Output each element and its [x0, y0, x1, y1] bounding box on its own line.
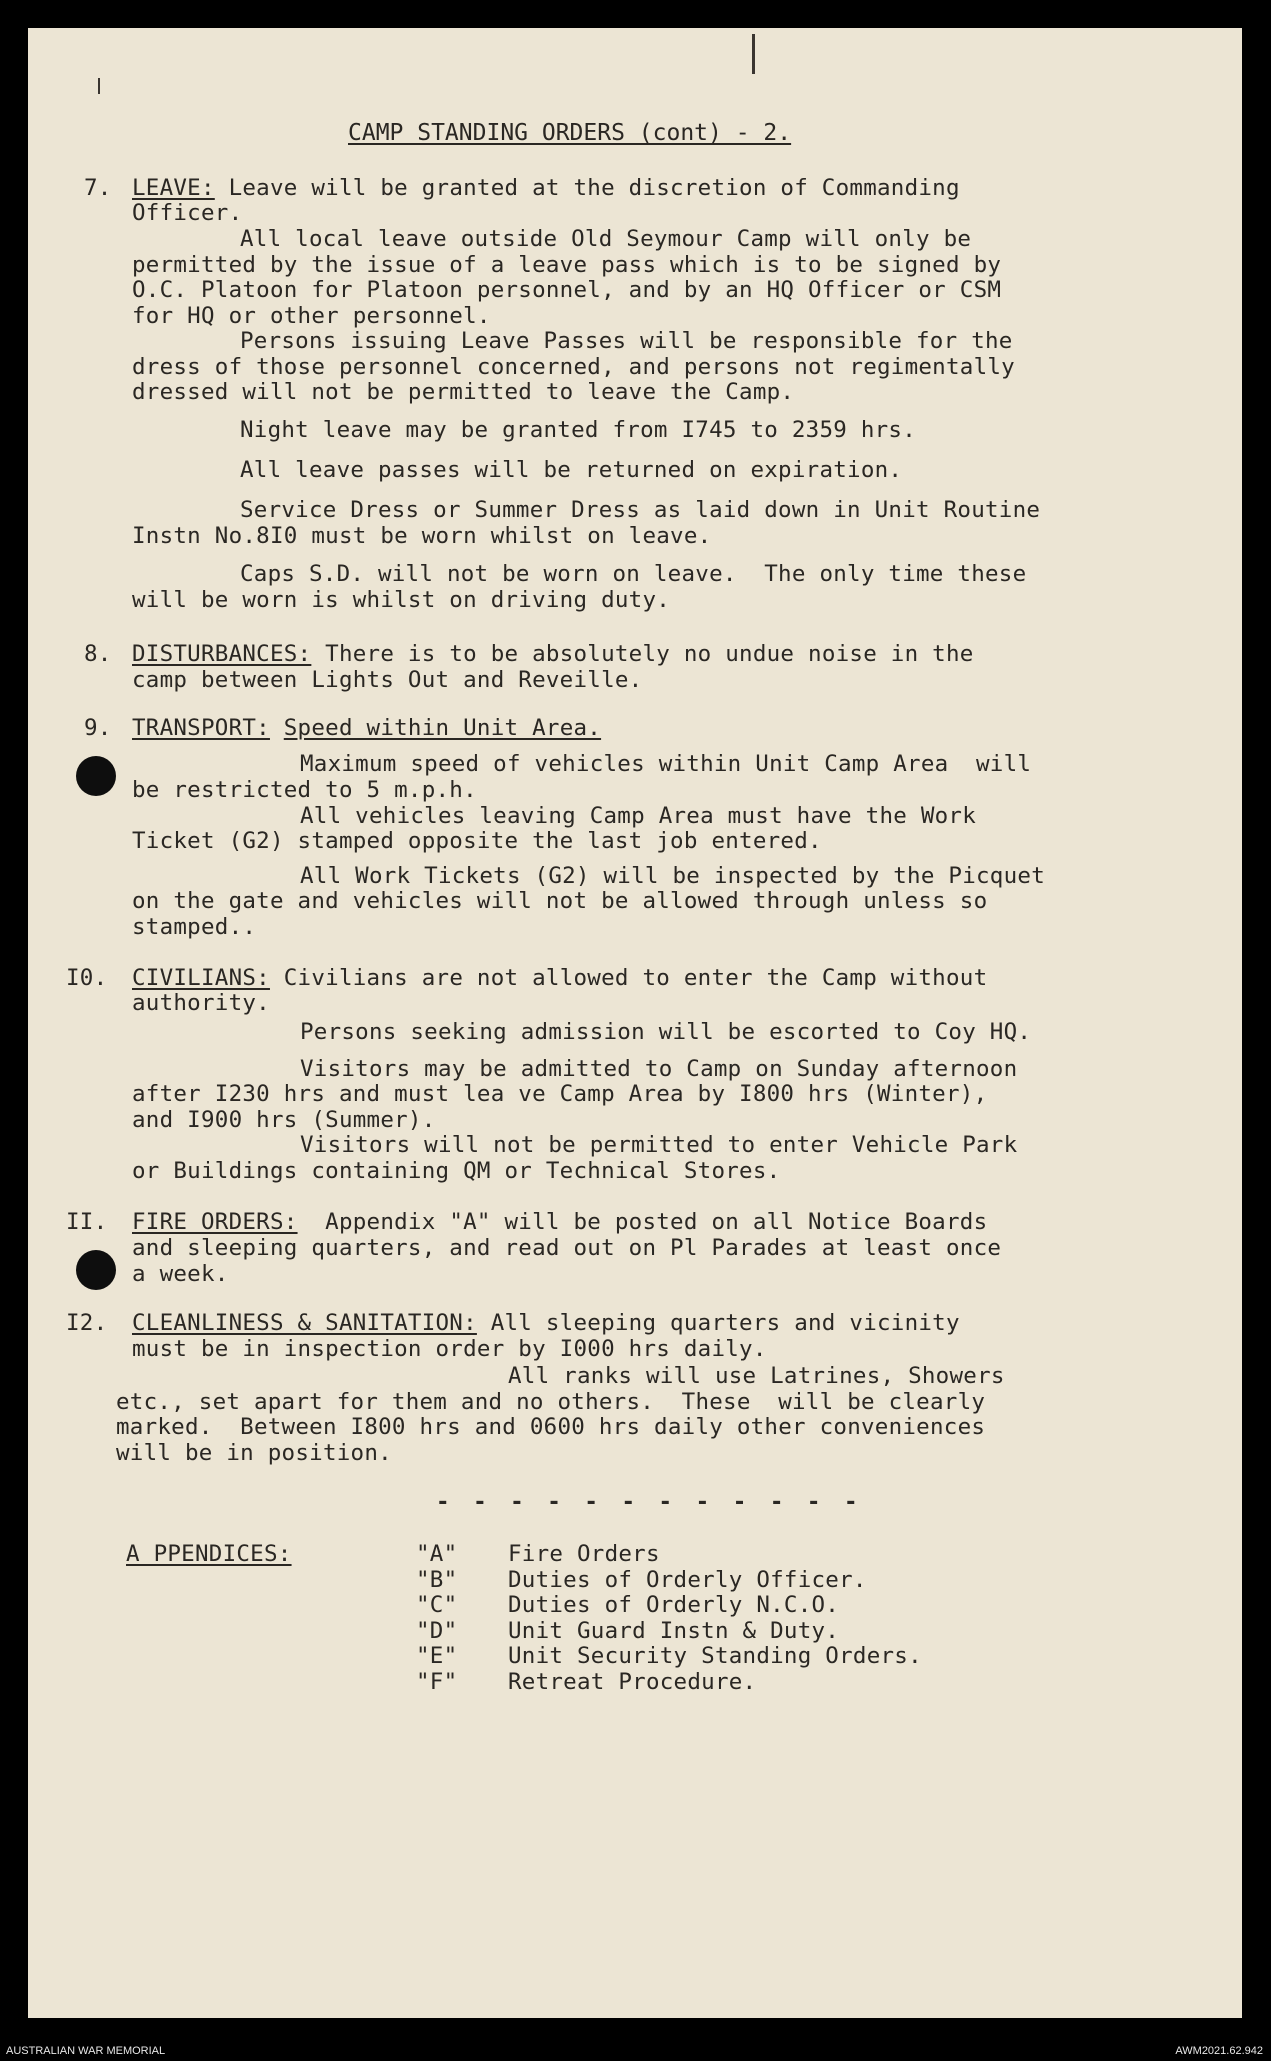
- section-line: or Buildings containing QM or Technical Stores.: [132, 1158, 781, 1184]
- section-line: will be worn is whilst on driving duty.: [132, 587, 671, 613]
- section-line: All Work Tickets (G2) will be inspected by the Picquet: [300, 863, 1045, 889]
- appendix-title: Duties of Orderly Officer.: [508, 1567, 867, 1593]
- section-line: Persons seeking admission will be escorted to Coy HQ.: [300, 1019, 1032, 1045]
- section-line: Maximum speed of vehicles within Unit Camp Area will: [300, 751, 1032, 777]
- section-line: LEAVE: Leave will be granted at the discretion of Commanding: [132, 175, 960, 201]
- section-line: etc., set apart for them and no others. These will be clearly: [116, 1389, 986, 1415]
- section-line: after I230 hrs and must lea ve Camp Area by I800 hrs (Winter),: [132, 1081, 988, 1107]
- appendix-title: Retreat Procedure.: [508, 1669, 757, 1695]
- document-body: [28, 28, 1242, 2018]
- section-line: Persons issuing Leave Passes will be responsible for the: [240, 328, 1013, 354]
- document-page: [28, 28, 1242, 2018]
- section-line: Instn No.8I0 must be worn whilst on leave.: [132, 523, 712, 549]
- section-number: 8.: [84, 641, 112, 667]
- section-line: for HQ or other personnel.: [132, 303, 491, 329]
- section-line: CLEANLINESS & SANITATION: All sleeping quarters and vicinity: [132, 1310, 960, 1336]
- section-line: must be in inspection order by I000 hrs daily.: [132, 1336, 767, 1362]
- section-line: camp between Lights Out and Reveille.: [132, 667, 643, 693]
- section-heading: FIRE ORDERS:: [132, 1209, 298, 1235]
- section-line: authority.: [132, 990, 270, 1016]
- section-heading: TRANSPORT:: [132, 715, 270, 741]
- section-line: and I900 hrs (Summer).: [132, 1107, 436, 1133]
- section-line: will be in position.: [116, 1440, 392, 1466]
- section-line: Service Dress or Summer Dress as laid down in Unit Routine: [240, 497, 1041, 523]
- section-line: All ranks will use Latrines, Showers: [508, 1363, 1005, 1389]
- page-title: CAMP STANDING ORDERS (cont) - 2.: [348, 120, 792, 146]
- section-number: I0.: [66, 965, 108, 991]
- section-line: [132, 716, 601, 742]
- section-line: All vehicles leaving Camp Area must have the Work: [300, 803, 977, 829]
- appendix-title: Fire Orders: [508, 1541, 660, 1567]
- appendix-key: "D": [416, 1618, 458, 1644]
- section-line: permitted by the issue of a leave pass which is to be signed by: [132, 252, 1002, 278]
- section-line: Visitors may be admitted to Camp on Sunday afternoon: [300, 1056, 1018, 1082]
- appendices-label: A PPENDICES:: [126, 1541, 292, 1567]
- section-line: Caps S.D. will not be worn on leave. The only time these: [240, 561, 1027, 587]
- section-line: be restricted to 5 m.p.h.: [132, 777, 477, 803]
- footer-accession-number: AWM2021.62.942: [1175, 2045, 1263, 2057]
- separator-line: - - - - - - - - - - - -: [436, 1489, 863, 1515]
- appendix-title: Unit Security Standing Orders.: [508, 1643, 922, 1669]
- footer-institution: AUSTRALIAN WAR MEMORIAL: [6, 2045, 166, 2057]
- section-line: All leave passes will be returned on expiration.: [240, 457, 903, 483]
- section-line: Officer.: [132, 200, 243, 226]
- section-line: dress of those personnel concerned, and persons not regimentally: [132, 354, 1015, 380]
- section-line: FIRE ORDERS: Appendix "A" will be posted on all Notice Boards: [132, 1209, 988, 1235]
- section-heading: LEAVE:: [132, 175, 215, 201]
- section-line: on the gate and vehicles will not be allowed through unless so: [132, 888, 988, 914]
- section-line: stamped..: [132, 914, 257, 940]
- section-number: 7.: [84, 175, 112, 201]
- appendix-title: Duties of Orderly N.C.O.: [508, 1592, 840, 1618]
- section-line: a week.: [132, 1261, 229, 1287]
- appendix-key: "A": [416, 1541, 458, 1567]
- section-line: and sleeping quarters, and read out on Pl Parades at least once: [132, 1235, 1002, 1261]
- section-heading: DISTURBANCES:: [132, 641, 312, 667]
- section-line: dressed will not be permitted to leave the Camp.: [132, 379, 795, 405]
- section-line: All local leave outside Old Seymour Camp will only be: [240, 226, 972, 252]
- appendix-key: "B": [416, 1567, 458, 1593]
- appendix-key: "F": [416, 1669, 458, 1695]
- section-line: CIVILIANS: Civilians are not allowed to enter the Camp without: [132, 965, 988, 991]
- section-line: DISTURBANCES: There is to be absolutely no undue noise in the: [132, 641, 974, 667]
- section-heading: CIVILIANS:: [132, 965, 270, 991]
- section-number: II.: [66, 1209, 108, 1235]
- section-line: Ticket (G2) stamped opposite the last job entered.: [132, 828, 822, 854]
- appendix-key: "C": [416, 1592, 458, 1618]
- section-number: 9.: [84, 715, 112, 741]
- section-line: Night leave may be granted from I745 to 2359 hrs.: [240, 417, 917, 443]
- section-subheading: Speed within Unit Area.: [283, 715, 602, 741]
- section-line: marked. Between I800 hrs and 0600 hrs daily other conveniences: [116, 1414, 986, 1440]
- section-line: Visitors will not be permitted to enter Vehicle Park: [300, 1132, 1018, 1158]
- section-number: I2.: [66, 1310, 108, 1336]
- section-heading: CLEANLINESS & SANITATION:: [132, 1310, 477, 1336]
- appendix-title: Unit Guard Instn & Duty.: [508, 1618, 840, 1644]
- section-line: O.C. Platoon for Platoon personnel, and by an HQ Officer or CSM: [132, 277, 1002, 303]
- appendix-key: "E": [416, 1643, 458, 1669]
